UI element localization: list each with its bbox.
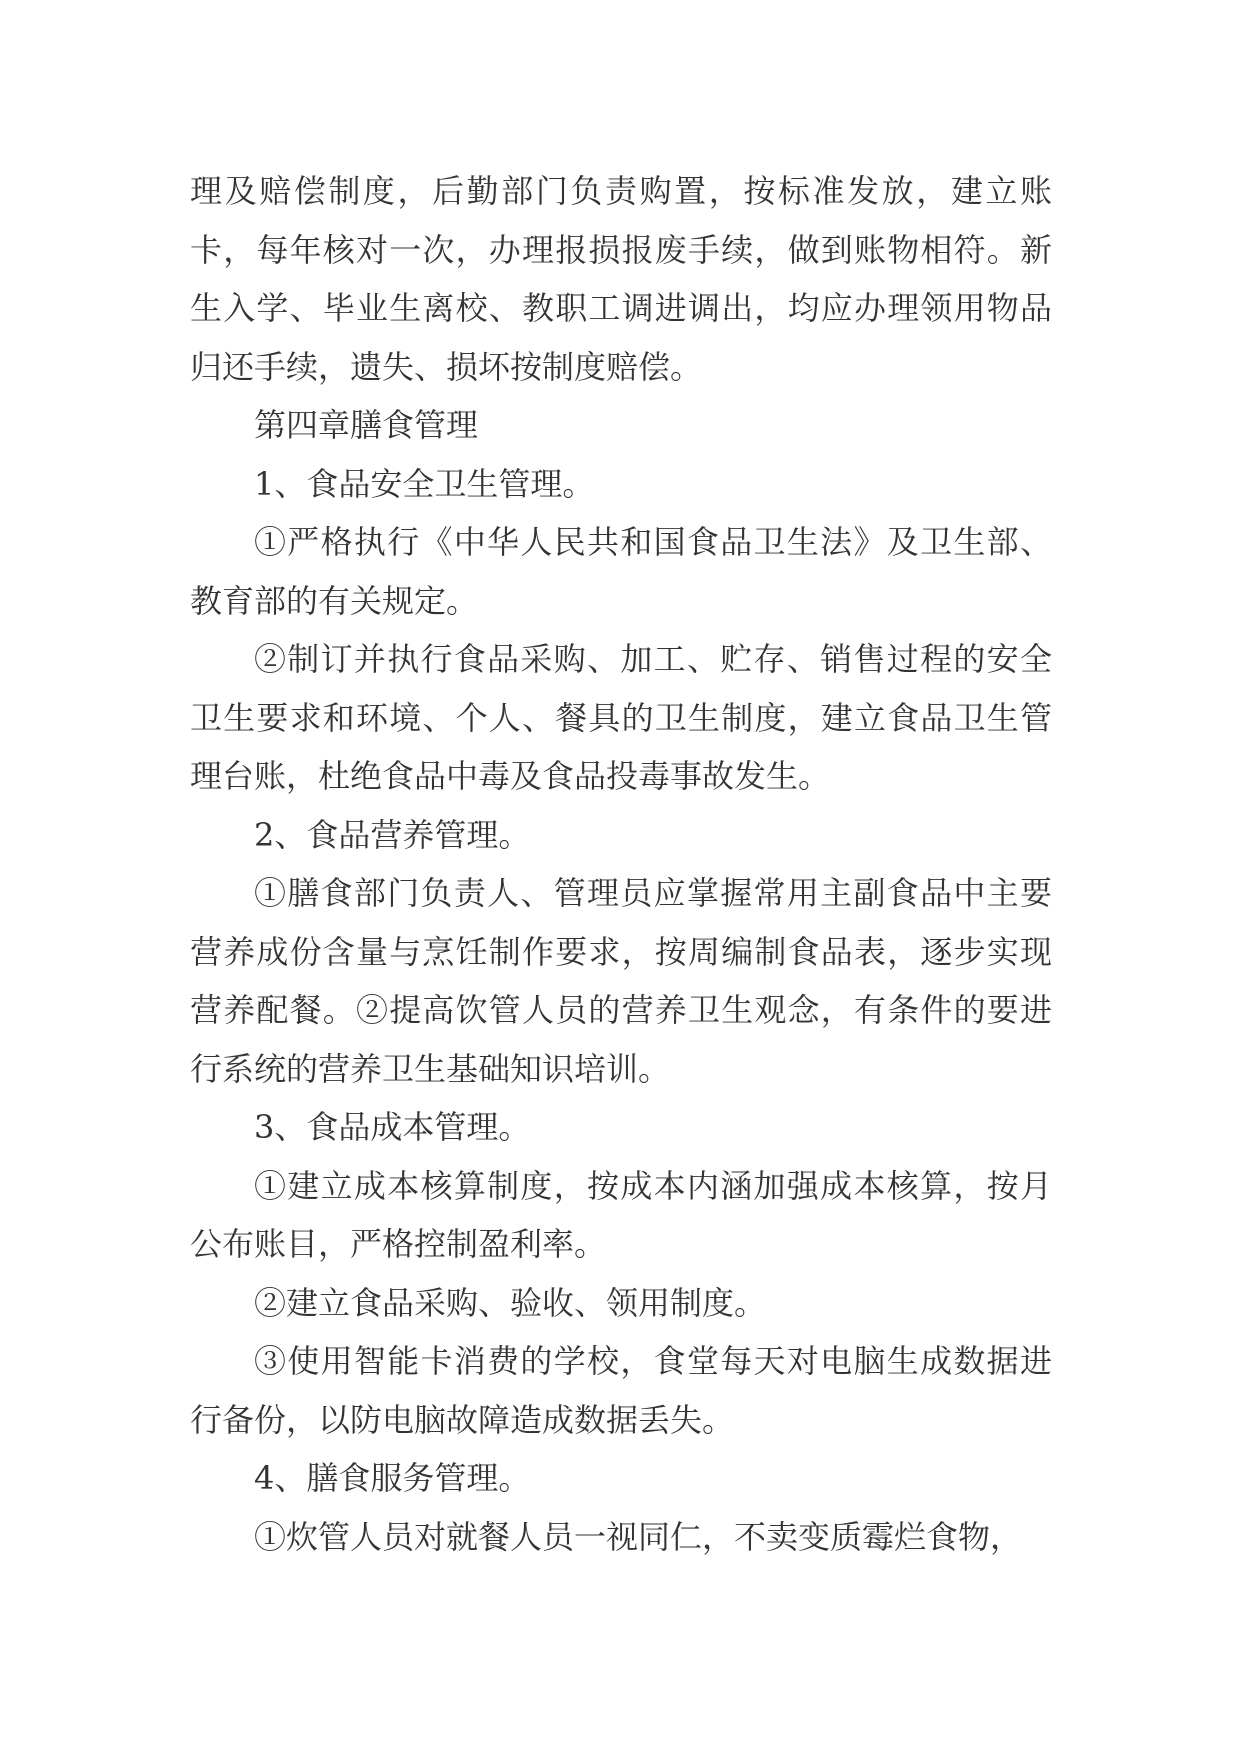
paragraph-continuation: 理及赔偿制度，后勤部门负责购置，按标准发放，建立账卡，每年核对一次，办理报损报废手续，做到账物相符。新生入学、毕业生离校、教职工调进调出，均应办理领用物品归还手续，遗失、损坏按制度赔偿。 — [190, 172, 1052, 386]
paragraph: ①炊管人员对就餐人员一视同仁，不卖变质霉烂食物， — [254, 1517, 1023, 1556]
section-heading: 3、食品成本管理。 — [254, 1108, 531, 1146]
section-heading: 1、食品安全卫生管理。 — [254, 464, 595, 503]
paragraph: ②制订并执行食品采购、加工、贮存、销售过程的安全卫生要求和环境、个人、餐具的卫生制度，建立食品卫生管理台账，杜绝食品中毒及食品投毒事故发生。 — [190, 640, 1052, 795]
section-heading: 2、食品营养管理。 — [254, 815, 531, 854]
paragraph: ①建立成本核算制度，按成本内涵加强成本核算，按月公布账目，严格控制盈利率。 — [190, 1166, 1052, 1263]
paragraph: ①严格执行《中华人民共和国食品卫生法》及卫生部、教育部的有关规定。 — [190, 523, 1052, 620]
paragraph: ①膳食部门负责人、管理员应掌握常用主副食品中主要营养成份含量与烹饪制作要求，按周编制食品表，逐步实现营养配餐。②提高饮管人员的营养卫生观念，有条件的要进行系统的营养卫生基础知识培训。 — [190, 874, 1052, 1088]
document-body — [190, 162, 1052, 1566]
section-heading: 4、膳食服务管理。 — [254, 1459, 531, 1497]
paragraph: ②建立食品采购、验收、领用制度。 — [254, 1283, 767, 1322]
chapter-heading: 第四章膳食管理 — [254, 406, 479, 444]
paragraph: ③使用智能卡消费的学校，食堂每天对电脑生成数据进行备份，以防电脑故障造成数据丢失。 — [190, 1342, 1052, 1439]
